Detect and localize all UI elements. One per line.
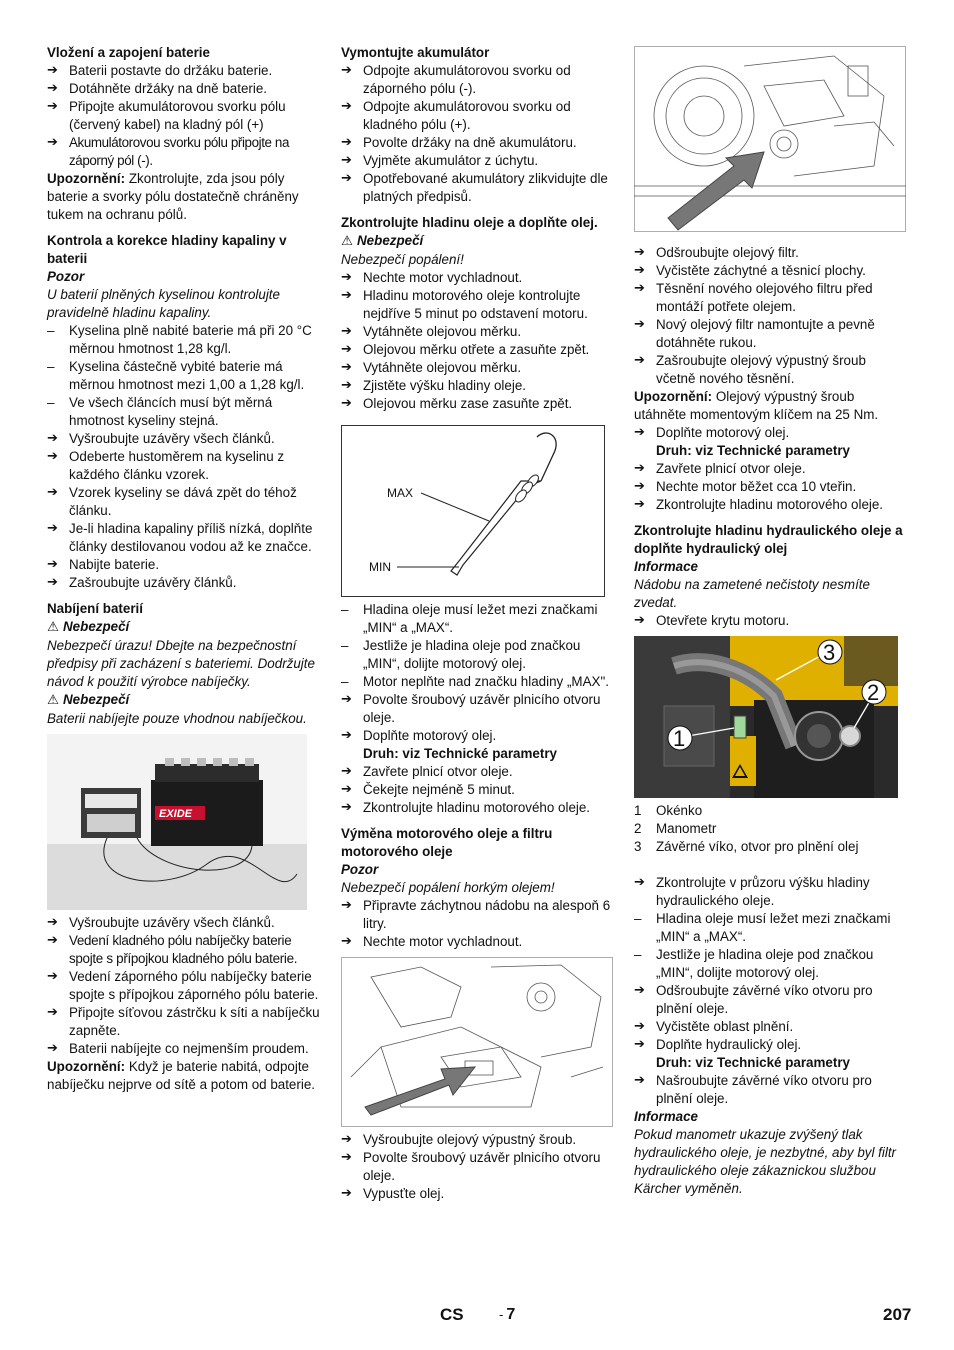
step: ➔ Vyšroubujte uzávěry všech článků. <box>47 430 322 448</box>
danger-label: ⚠ Nebezpečí <box>341 233 424 249</box>
step: ➔ Nechte motor běžet cca 10 vteřin. <box>634 478 908 496</box>
dash-item: – Kyselina plně nabité baterie má při 20 °C měrnou hmotnost 1,28 kg/l. <box>47 322 322 358</box>
step: ➔ Připravte záchytnou nádobu na alespoň 6 litry. <box>341 897 614 933</box>
note-label: Upozornění: <box>47 1059 126 1074</box>
caution-label: Pozor <box>341 862 379 877</box>
step: ➔ Nechte motor vychladnout. <box>341 269 614 287</box>
step: ➔ Zašroubujte uzávěry článků. <box>47 574 322 592</box>
battery-charger-photo <box>47 734 307 910</box>
dipstick-min-label: MIN <box>369 560 391 574</box>
step: ➔ Hladinu motorového oleje kontrolujte nejdříve 5 minut po odstavení motoru. <box>341 287 614 323</box>
step: ➔ Opotřebované akumulátory zlikvidujte dle platných předpisů. <box>341 170 614 206</box>
step: ➔ Doplňte motorový olej. <box>634 424 908 442</box>
heading-battery-install: Vložení a zapojení baterie <box>47 45 210 60</box>
oil-drain-diagram <box>341 957 613 1127</box>
note <box>47 170 322 224</box>
step: ➔ Zkontrolujte hladinu motorového oleje. <box>341 799 614 817</box>
step: ➔ Doplňte hydraulický olej. <box>634 1036 908 1054</box>
dipstick-max-label: MAX <box>387 486 414 500</box>
info-text: Pokud manometr ukazuje zvýšený tlak hydraulického oleje, je nezbytné, aby byl filtr hydraulického oleje zákaznickou službou Kärcher vyměněn. <box>634 1127 897 1196</box>
column-3 <box>634 44 908 1198</box>
step: ➔ Vyšroubujte olejový výpustný šroub. <box>341 1131 614 1149</box>
heading-remove-battery: Vymontujte akumulátor <box>341 45 490 60</box>
step: ➔ Vytáhněte olejovou měrku. <box>341 359 614 377</box>
step: ➔ Vyšroubujte uzávěry všech článků. <box>47 914 322 932</box>
caution-text: Nebezpečí popálení horkým olejem! <box>341 880 555 895</box>
local-page-number: - 7 <box>499 1306 516 1323</box>
step: ➔ Dotáhněte držáky na dně baterie. <box>47 80 322 98</box>
legend-item: 3 Závěrné víko, otvor pro plnění olej <box>634 839 859 854</box>
danger-label: ⚠ Nebezpečí <box>47 692 130 708</box>
danger-text: Baterii nabíjejte pouze vhodnou nabíječkou. <box>47 711 307 726</box>
note <box>634 388 908 424</box>
step: ➔ Odšroubujte olejový filtr. <box>634 244 908 262</box>
legend-item: 1 Okénko <box>634 803 703 818</box>
step: ➔ Zavřete plnicí otvor oleje. <box>634 460 908 478</box>
step: ➔ Připojte akumulátorovou svorku pólu (červený kabel) na kladný pól (+) <box>47 98 322 134</box>
callout-3: 3 <box>823 640 836 665</box>
heading-hydraulic-oil: Zkontrolujte hladinu hydraulického oleje a doplňte hydraulický olej <box>634 523 903 556</box>
step: ➔ Našroubujte závěrné víko otvoru pro plnění oleje. <box>634 1072 908 1108</box>
heading-charging: Nabíjení baterií <box>47 601 143 616</box>
heading-fluid-check: Kontrola a korekce hladiny kapaliny v baterii <box>47 233 287 266</box>
info-text: Nádobu na zametené nečistoty nesmíte zvedat. <box>634 577 870 610</box>
note-text: Když je baterie nabitá, odpojte nabíječku nejprve od sítě a potom od baterie. <box>47 1059 315 1092</box>
step: ➔ Olejovou měrku zase zasuňte zpět. <box>341 395 614 413</box>
note <box>47 1058 322 1094</box>
dash-item: – Hladina oleje musí ležet mezi značkami „MIN“ a „MAX“. <box>634 910 908 946</box>
step: ➔ Odpojte akumulátorovou svorku od kladného pólu (+). <box>341 98 614 134</box>
note-label: Upozornění: <box>634 389 713 404</box>
legend-item: 2 Manometr <box>634 821 717 836</box>
step: ➔ Nový olejový filtr namontujte a pevně dotáhněte rukou. <box>634 316 908 352</box>
step: ➔ Vytáhněte olejovou měrku. <box>341 323 614 341</box>
step: ➔ Povolte držáky na dně akumulátoru. <box>341 134 614 152</box>
step: ➔ Zkontrolujte v průzoru výšku hladiny hydraulického oleje. <box>634 874 908 910</box>
column-1 <box>47 44 322 1094</box>
step: ➔ Připojte síťovou zástrčku k síti a nabíječku zapněte. <box>47 1004 322 1040</box>
step: ➔ Odpojte akumulátorovou svorku od záporného pólu (-). <box>341 62 614 98</box>
callout-2: 2 <box>867 680 880 705</box>
step: ➔ Baterii postavte do držáku baterie. <box>47 62 322 80</box>
type-reference: Druh: viz Technické parametry <box>363 746 557 761</box>
step: ➔ Nechte motor vychladnout. <box>341 933 614 951</box>
battery-brand-label: EXIDE <box>159 808 193 820</box>
note-text: Olejový výpustný šroub utáhněte momentovým klíčem na 25 Nm. <box>634 389 879 422</box>
dash-item: – Jestliže je hladina oleje pod značkou „MIN“, dolijte motorový olej. <box>341 637 614 673</box>
info-label: Informace <box>634 559 698 574</box>
danger-text: Nebezpečí úrazu! Dbejte na bezpečnostní předpisy při zacházení s bateriemi. Dodržujte návod k použití výrobce nabíječky. <box>47 638 315 689</box>
heading-oil-change: Výměna motorového oleje a filtru motorového oleje <box>341 826 553 859</box>
dipstick-diagram <box>341 425 605 597</box>
dash-item: – Kyselina částečně vybité baterie má měrnou hmotnost mezi 1,00 a 1,28 kg/l. <box>47 358 322 394</box>
step: ➔ Těsnění nového olejového filtru před montáží potřete olejem. <box>634 280 908 316</box>
absolute-page-number: 207 <box>883 1305 912 1324</box>
warning-triangle-icon: ⚠ <box>47 693 60 708</box>
page-footer <box>0 1306 954 1330</box>
type-reference: Druh: viz Technické parametry <box>656 443 850 458</box>
step: ➔ Povolte šroubový uzávěr plnicího otvoru oleje. <box>341 691 614 727</box>
step: ➔ Vyčistěte oblast plnění. <box>634 1018 908 1036</box>
type-reference: Druh: viz Technické parametry <box>656 1055 850 1070</box>
column-2 <box>341 44 614 1203</box>
danger-label: ⚠ Nebezpečí <box>47 619 130 635</box>
step: ➔ Je-li hladina kapaliny příliš nízká, doplňte články destilovanou vodou až ke značce. <box>47 520 322 556</box>
dash-item: – Ve všech článcích musí být měrná hmotnost kyseliny stejná. <box>47 394 322 430</box>
dash-item: – Motor neplňte nad značku hladiny „MAX". <box>341 673 614 691</box>
info-label: Informace <box>634 1109 698 1124</box>
step: ➔ Odeberte hustoměrem na kyselinu z každého článku vzorek. <box>47 448 322 484</box>
step: ➔ Zašroubujte olejový výpustný šroub včetně nového těsnění. <box>634 352 908 388</box>
language-code: CS <box>440 1305 464 1324</box>
callout-1: 1 <box>673 726 686 751</box>
step: ➔ Otevřete krytu motoru. <box>634 612 908 630</box>
step: ➔ Čekejte nejméně 5 minut. <box>341 781 614 799</box>
step: ➔ Vyjměte akumulátor z úchytu. <box>341 152 614 170</box>
step: ➔ Zjistěte výšku hladiny oleje. <box>341 377 614 395</box>
step: ➔ Odšroubujte závěrné víko otvoru pro plnění oleje. <box>634 982 908 1018</box>
warning-triangle-icon: ⚠ <box>341 234 354 249</box>
step: ➔ Zavřete plnicí otvor oleje. <box>341 763 614 781</box>
hydraulic-tank-photo <box>634 636 898 798</box>
step: ➔ Olejovou měrku otřete a zasuňte zpět. <box>341 341 614 359</box>
step: ➔ Zkontrolujte hladinu motorového oleje. <box>634 496 908 514</box>
dash-item: – Hladina oleje musí ležet mezi značkami „MIN“ a „MAX“. <box>341 601 614 637</box>
caution-text: U baterií plněných kyselinou kontrolujte pravidelně hladinu kapaliny. <box>47 287 280 320</box>
heading-oil-level: Zkontrolujte hladinu oleje a doplňte olej. <box>341 215 598 230</box>
note-text: Zkontrolujte, zda jsou póly baterie a svorky pólu dostatečně chráněny tukem na ochranu pólů. <box>47 171 299 222</box>
step: ➔ Vyčistěte záchytné a těsnicí plochy. <box>634 262 908 280</box>
step: ➔ Vedení kladného pólu nabíječky baterie spojte s přípojkou kladného pólu baterie. <box>47 932 322 968</box>
step: ➔ Vzorek kyseliny se dává zpět do téhož článku. <box>47 484 322 520</box>
step: ➔ Povolte šroubový uzávěr plnicího otvoru oleje. <box>341 1149 614 1185</box>
step: ➔ Vypusťte olej. <box>341 1185 614 1203</box>
danger-text: Nebezpečí popálení! <box>341 252 464 267</box>
warning-triangle-icon: ⚠ <box>47 620 60 635</box>
caution-label: Pozor <box>47 269 85 284</box>
step: ➔ Doplňte motorový olej. <box>341 727 614 745</box>
step: ➔ Vedení záporného pólu nabíječky baterie spojte s přípojkou záporného pólu baterie. <box>47 968 322 1004</box>
step: ➔ Baterii nabíjejte co nejmenším proudem. <box>47 1040 322 1058</box>
dash-item: – Jestliže je hladina oleje pod značkou „MIN“, dolijte motorový olej. <box>634 946 908 982</box>
oil-filter-diagram <box>634 46 906 232</box>
step: ➔ Nabijte baterie. <box>47 556 322 574</box>
step: ➔ Akumulátorovou svorku pólu připojte na záporný pól (-). <box>47 134 322 170</box>
note-label: Upozornění: <box>47 171 126 186</box>
